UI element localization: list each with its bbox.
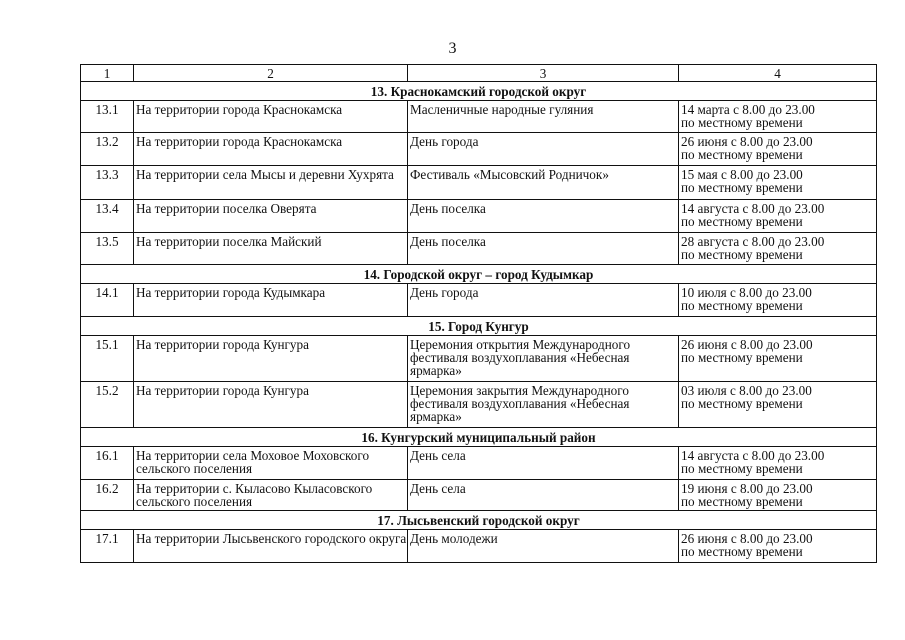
time-cell — [679, 166, 877, 200]
table-row — [81, 382, 877, 428]
section-row — [81, 428, 877, 447]
time-local-line: по местному времени — [681, 494, 803, 509]
event-cell: Фестиваль «Мысовский Родничок» — [408, 166, 679, 200]
place-cell: На территории поселка Оверята — [134, 200, 408, 233]
event-cell: День села — [408, 480, 679, 511]
section-row — [81, 82, 877, 101]
row-number: 14.1 — [81, 284, 134, 317]
table-row — [81, 530, 877, 563]
event-cell: День молодежи — [408, 530, 679, 563]
time-cell — [679, 382, 877, 428]
time-local-line: по местному времени — [681, 247, 803, 262]
row-number: 13.3 — [81, 166, 134, 200]
place-cell: На территории города Кудымкара — [134, 284, 408, 317]
time-date-line: 14 августа с 8.00 до 23.00 — [681, 201, 825, 216]
time-date-line: 15 мая с 8.00 до 23.00 — [681, 167, 803, 182]
place-cell: На территории с. Кыласово Кыласовского сельского поселения — [134, 480, 408, 511]
place-cell: На территории города Краснокамска — [134, 133, 408, 166]
event-cell: День села — [408, 447, 679, 480]
time-cell — [679, 233, 877, 265]
table-row — [81, 200, 877, 233]
row-number: 15.2 — [81, 382, 134, 428]
event-cell: Масленичные народные гуляния — [408, 101, 679, 133]
table-row — [81, 284, 877, 317]
time-date-line: 14 августа с 8.00 до 23.00 — [681, 448, 825, 463]
header-cell-4: 4 — [679, 65, 877, 82]
event-cell: День города — [408, 133, 679, 166]
place-cell: На территории города Кунгура — [134, 336, 408, 382]
table-row — [81, 101, 877, 133]
place-cell: На территории села Моховое Моховского сельского поселения — [134, 447, 408, 480]
time-date-line: 03 июля с 8.00 до 23.00 — [681, 383, 812, 398]
time-date-line: 26 июня с 8.00 до 23.00 — [681, 337, 813, 352]
place-cell: На территории села Мысы и деревни Хухрята — [134, 166, 408, 200]
row-number: 16.1 — [81, 447, 134, 480]
time-local-line: по местному времени — [681, 214, 803, 229]
header-row — [81, 65, 877, 82]
row-number: 13.5 — [81, 233, 134, 265]
section-title: 15. Город Кунгур — [81, 317, 877, 336]
time-local-line: по местному времени — [681, 147, 803, 162]
place-cell: На территории города Краснокамска — [134, 101, 408, 133]
section-title: 14. Городской округ – город Кудымкар — [81, 265, 877, 284]
time-cell — [679, 447, 877, 480]
row-number: 17.1 — [81, 530, 134, 563]
events-table — [80, 64, 877, 563]
section-title: 16. Кунгурский муниципальный район — [81, 428, 877, 447]
table-row — [81, 166, 877, 200]
time-local-line: по местному времени — [681, 350, 803, 365]
row-number: 13.2 — [81, 133, 134, 166]
table-row — [81, 233, 877, 265]
section-row — [81, 265, 877, 284]
row-number: 13.1 — [81, 101, 134, 133]
event-cell: День поселка — [408, 233, 679, 265]
time-date-line: 19 июня с 8.00 до 23.00 — [681, 481, 813, 496]
place-cell: На территории Лысьвенского городского округа — [134, 530, 408, 563]
event-cell: Церемония открытия Международного фестиваля воздухоплавания «Небесная ярмарка» — [408, 336, 679, 382]
page-number: 3 — [448, 40, 457, 57]
time-cell — [679, 480, 877, 511]
time-date-line: 26 июня с 8.00 до 23.00 — [681, 134, 813, 149]
header-cell-1: 1 — [81, 65, 134, 82]
event-cell: Церемония закрытия Международного фестиваля воздухоплавания «Небесная ярмарка» — [408, 382, 679, 428]
time-cell — [679, 101, 877, 133]
table-body — [81, 65, 877, 563]
section-row — [81, 317, 877, 336]
row-number: 15.1 — [81, 336, 134, 382]
time-local-line: по местному времени — [681, 298, 803, 313]
place-cell: На территории города Кунгура — [134, 382, 408, 428]
header-cell-2: 2 — [134, 65, 408, 82]
time-cell — [679, 133, 877, 166]
time-local-line: по местному времени — [681, 544, 803, 559]
time-date-line: 28 августа с 8.00 до 23.00 — [681, 234, 825, 249]
table-row — [81, 336, 877, 382]
time-cell — [679, 200, 877, 233]
section-row — [81, 511, 877, 530]
table-row — [81, 133, 877, 166]
place-cell: На территории поселка Майский — [134, 233, 408, 265]
time-local-line: по местному времени — [681, 115, 803, 130]
section-title: 17. Лысьвенский городской округ — [81, 511, 877, 530]
time-local-line: по местному времени — [681, 180, 803, 195]
table-row — [81, 447, 877, 480]
time-date-line: 26 июня с 8.00 до 23.00 — [681, 531, 813, 546]
time-cell — [679, 284, 877, 317]
time-local-line: по местному времени — [681, 396, 803, 411]
time-cell — [679, 530, 877, 563]
time-local-line: по местному времени — [681, 461, 803, 476]
time-date-line: 14 марта с 8.00 до 23.00 — [681, 102, 815, 117]
event-cell: День города — [408, 284, 679, 317]
time-cell — [679, 336, 877, 382]
event-cell: День поселка — [408, 200, 679, 233]
table-row — [81, 480, 877, 511]
section-title: 13. Краснокамский городской округ — [81, 82, 877, 101]
row-number: 13.4 — [81, 200, 134, 233]
time-date-line: 10 июля с 8.00 до 23.00 — [681, 285, 812, 300]
row-number: 16.2 — [81, 480, 134, 511]
header-cell-3: 3 — [408, 65, 679, 82]
